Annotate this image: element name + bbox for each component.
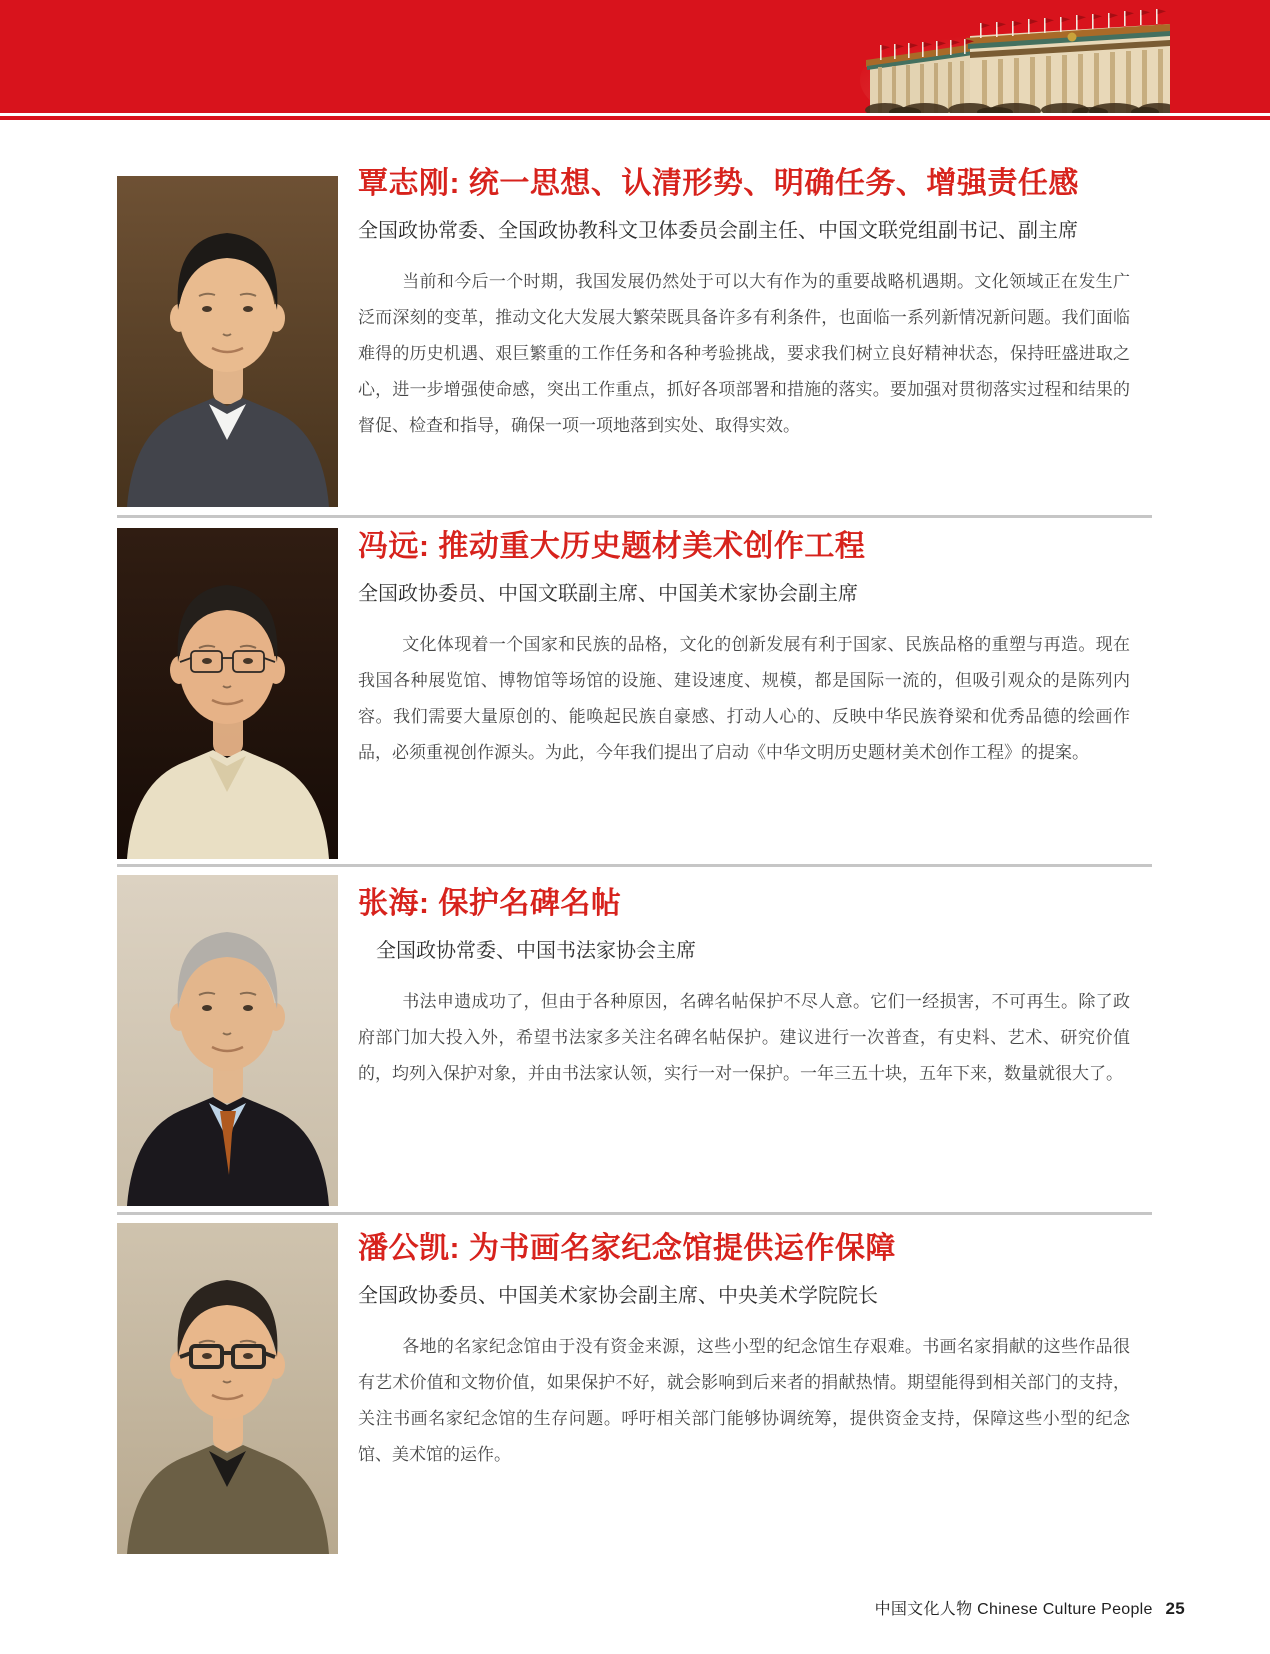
body-paragraph: 当前和今后一个时期，我国发展仍然处于可以大有作为的重要战略机遇期。文化领域正在发生广泛而深刻的变革，推动文化大发展大繁荣既具备许多有利条件，也面临一系列新情况新问题。我们面临难得的历史机遇、艰巨繁重的工作任务和各种考验挑战，要求我们树立良好精神状态，保持旺盛进取之心，进一步增强使命感，突出工作重点，抓好各项部署和措施的落实。要加强对贯彻落实过程和结果的督促、检查和指导，确保一项一项地落到实处、取得实效。	[358, 272, 1130, 435]
profile-section-qin-zhigang	[358, 166, 1130, 444]
profile-section-feng-yuan	[358, 529, 1130, 771]
body-paragraph: 文化体现着一个国家和民族的品格，文化的创新发展有利于国家、民族品格的重塑与再造。现在我国各种展览馆、博物馆等场馆的设施、建设速度、规模，都是国际一流的，但吸引观众的是陈列内容。我们需要大量原创的、能唤起民族自豪感、打动人心的、反映中华民族脊梁和优秀品德的绘画作品，必须重视创作源头。为此，今年我们提出了启动《中华文明历史题材美术创作工程》的提案。	[358, 635, 1130, 762]
portrait-qin-zhigang	[117, 176, 338, 507]
headline: 覃志刚: 统一思想、认清形势、明确任务、增强责任感	[358, 167, 1079, 200]
page-number: 25	[1165, 1599, 1185, 1618]
profile-section-zhang-hai	[358, 886, 1130, 1092]
headline: 张海: 保护名碑名帖	[358, 887, 622, 920]
portrait-pan-gongkai	[117, 1223, 338, 1554]
profile-section-pan-gongkai	[358, 1231, 1130, 1473]
banner	[0, 0, 1270, 113]
great-hall-illustration	[840, 0, 1170, 113]
portrait-zhang-hai	[117, 875, 338, 1206]
footer-title-zh: 中国文化人物	[874, 1601, 973, 1618]
footer	[875, 1596, 1185, 1619]
section-divider	[117, 864, 1152, 867]
section-divider	[117, 515, 1152, 518]
body-paragraph: 各地的名家纪念馆由于没有资金来源，这些小型的纪念馆生存艰难。书画名家捐献的这些作品很有艺术价值和文物价值，如果保护不好，就会影响到后来者的捐献热情。期望能得到相关部门的支持，关注书画名家纪念馆的生存问题。呼吁相关部门能够协调统筹，提供资金支持，保障这些小型的纪念馆、美术馆的运作。	[358, 1337, 1130, 1464]
footer-title-en: Chinese Culture People	[977, 1601, 1153, 1618]
banner-rule	[0, 116, 1270, 120]
subtitle: 全国政协委员、中国文联副主席、中国美术家协会副主席	[358, 583, 858, 605]
subtitle: 全国政协委员、中国美术家协会副主席、中央美术学院院长	[358, 1285, 878, 1307]
headline: 潘公凯: 为书画名家纪念馆提供运作保障	[358, 1232, 896, 1265]
body-paragraph: 书法申遗成功了，但由于各种原因，名碑名帖保护不尽人意。它们一经损害，不可再生。除了政府部门加大投入外，希望书法家多关注名碑名帖保护。建议进行一次普查，有史料、艺术、研究价值的，均列入保护对象，并由书法家认领，实行一对一保护。一年三五十块，五年下来，数量就很大了。	[358, 992, 1130, 1083]
section-divider	[117, 1212, 1152, 1215]
headline: 冯远: 推动重大历史题材美术创作工程	[358, 530, 866, 563]
subtitle: 全国政协常委、中国书法家协会主席	[376, 940, 696, 962]
portrait-feng-yuan	[117, 528, 338, 859]
subtitle: 全国政协常委、全国政协教科文卫体委员会副主任、中国文联党组副书记、副主席	[358, 220, 1078, 242]
